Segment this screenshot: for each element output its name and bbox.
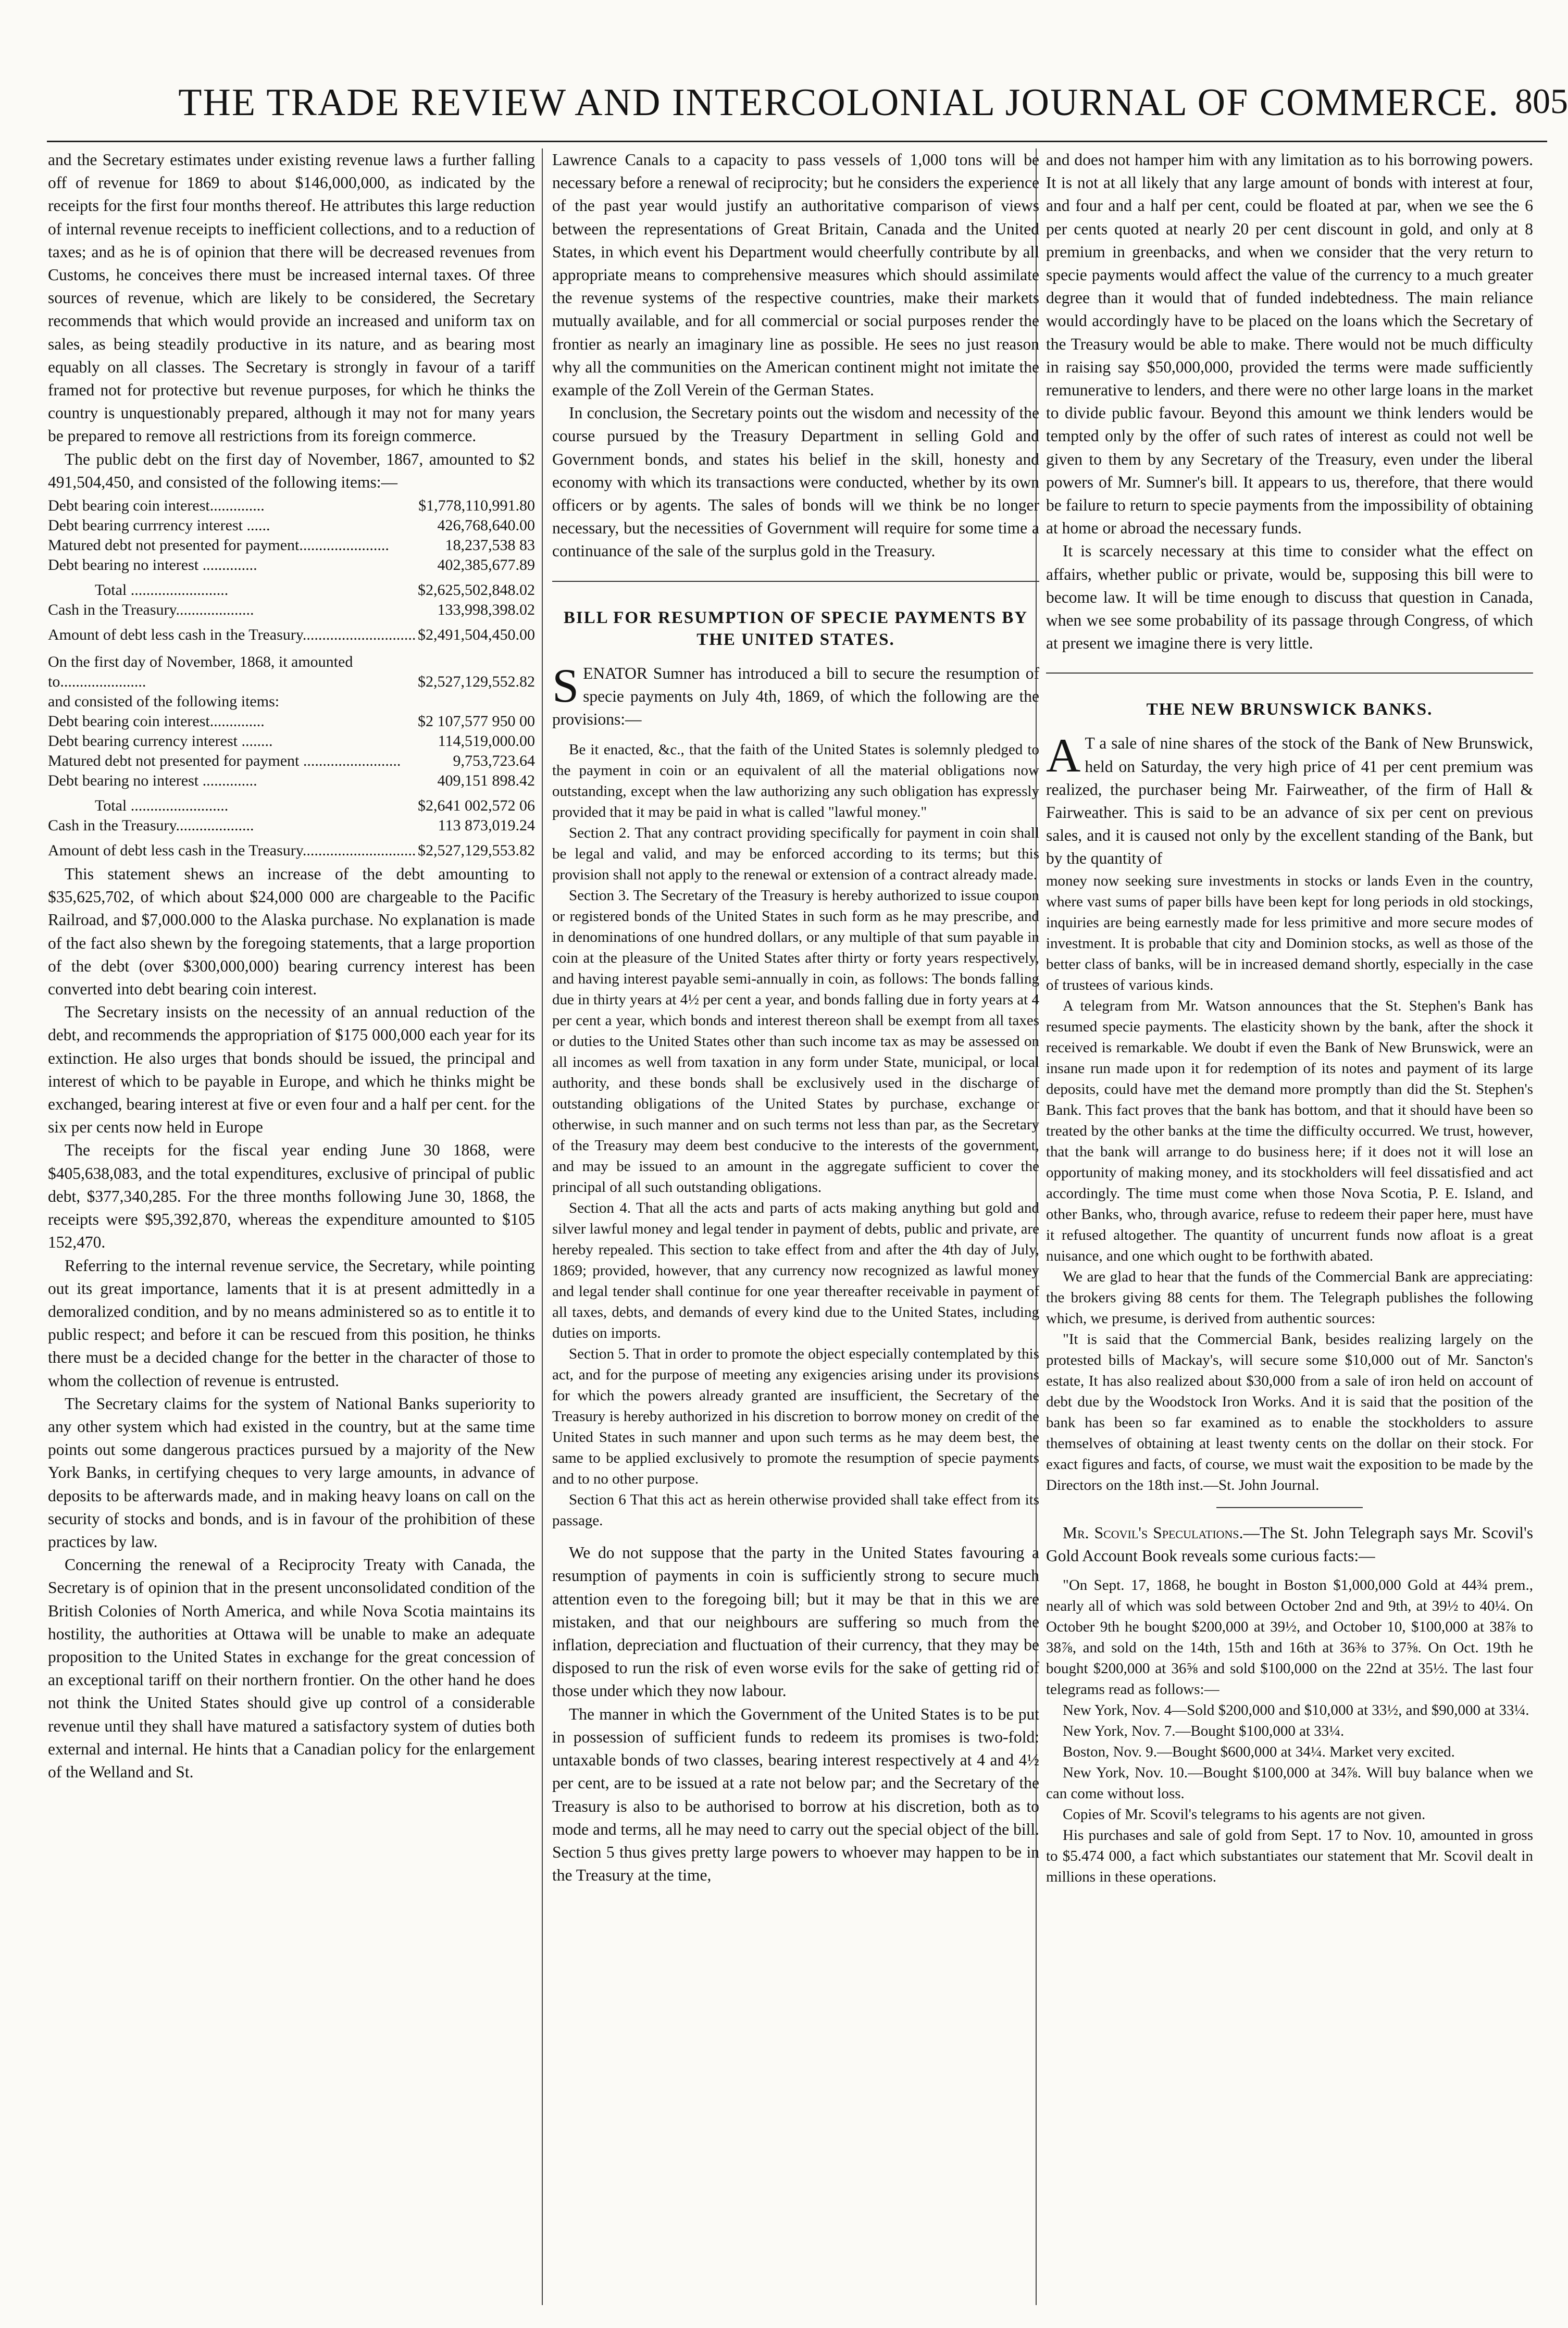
paragraph: It is scarcely necessary at this time to consider what the effect on affairs, whether public or private, would be, supposing this bill were to become law. It will be time enough to discuss that question in Canada, when we see some probability of its passage through Congress, of which at present we imagine there is very little.	[1046, 542, 1533, 653]
bill-section: Section 4. That all the acts and parts of acts making anything but gold and silver lawful money and legal tender in payment of debts, public and private, are hereby repealed. This section to take effect from and after the 4th day of July, 1869; provided, however, that any currency now recognized as lawful money and legal tender shall continue for one year thereafter receivable in payment of all taxes, debts, and demands of every kind due to the United States, including duties on imports.	[552, 1200, 1039, 1342]
debt-statement-1868	[48, 652, 535, 861]
header-rule	[47, 141, 1547, 142]
journal-title: THE TRADE REVIEW AND INTERCOLONIAL JOURNAL OF COMMERCE.	[178, 81, 1499, 124]
scovil-intro: —The St. John Telegraph says Mr. Scovil's Gold Account Book reveals some curious facts:—	[1046, 1523, 1533, 1565]
table-row	[48, 692, 535, 712]
total-label: Total .........................	[95, 581, 229, 599]
paragraph: His purchases and sale of gold from Sept. 17 to Nov. 10, amounted in gross to $5.474 000, a fact which substantiates our statement that Mr. Scovil dealt in millions in these operations.	[1046, 1827, 1533, 1886]
cash-amount: 133,998,398.02	[437, 601, 535, 619]
bill-section: Section 2. That any contract providing specifically for payment in coin shall be legal and valid, and may be enforced according to its terms; but this provision shall not apply to the renewal or extension of a contract already made.	[552, 825, 1039, 883]
paragraph: and the Secretary estimates under existing revenue laws a further falling off of revenue for 1869 to about $146,000,000, as indicated by the receipts for the first four months thereof. He attributes this large reduction of internal revenue receipts to inefficient collections, and to a reduction of taxes; and as he is of opinion that there will be decreased revenues from Customs, he conceives there must be increased internal taxes. Of three sources of revenue, which are likely to be considered, the Secretary recommends that which would provide an increased and uniform tax on sales, as being steadily productive in its nature, and as bearing most equably on all classes. The Secretary is strongly in favour of a tariff framed not for protective but revenue purposes, for which he thinks the country is unquestionably prepared, although it may not for many years be prepared to remove all restrictions from its foreign commerce.	[48, 151, 535, 445]
article-intro	[552, 658, 1039, 731]
row-amount: $2 107,577 950 00	[418, 713, 535, 730]
paragraph: and does not hamper him with any limitation as to his borrowing powers. It is not at all likely that any large amount of bonds with interest at four, and four and a half per cent, could be floated at par, when we see the 6 per cents quoted at nearly 20 per cent discount in gold, and only at 8 premium in greenbacks, and when we consider that the very return to specie payments would affect the value of the currency to a much greater degree than it would that of funded indebtedness. The main reliance would accordingly have to be placed on the loans which the Secretary of the Treasury would be able to make. There would not be much difficulty in raising say $50,000,000, provided the terms were made sufficiently remunerative to lenders, and there were no other large loans in the market to divide public favour. Beyond this amount we think lenders would be tempted only by the offer of such rates of interest as could not well be given to them by any Secretary of the Treasury, even under the liberal powers of Mr. Sumner's bill. It appears to us, therefore, that there would be failure to return to specie payments from the impossibility of obtaining at home or abroad the necessary funds.	[1046, 151, 1533, 538]
total-amount: $2,641 002,572 06	[418, 797, 535, 815]
paragraph: In conclusion, the Secretary points out the wisdom and necessity of the course pursued by the Treasury Department in selling Gold and Government bonds, and states his belief in the skill, honesty and economy with which its transactions were conducted, whether by its own officers or by agents. The sales of bonds will we think be no longer necessary, but the necessities of Government will require for some time a continuance of the sale of the surplus gold in the Treasury.	[552, 404, 1039, 561]
row-label: Debt bearing coin interest..............	[48, 713, 265, 730]
bill-text	[552, 739, 1039, 1531]
paragraph: The Secretary claims for the system of National Banks superiority to any other system which had existed in the country, but at the same time points out some dangerous practices pursued by a majority of the New York Banks, in certifying cheques to very large amounts, in advance of deposits to be afterwards made, and in making heavy loans on call on the security of stocks and bonds, and is in favour of the prohibition of these practices by law.	[48, 1394, 535, 1551]
table-row	[48, 536, 535, 555]
table-row	[48, 575, 535, 600]
row-amount: 402,385,677.89	[437, 556, 535, 574]
row-label: Matured debt not presented for payment .........................	[48, 752, 401, 770]
row-label: Debt bearing currrency interest ......	[48, 517, 270, 534]
net-amount: $2,527,129,553.82	[418, 842, 535, 860]
section-rule	[1046, 673, 1533, 674]
table-row	[48, 791, 535, 816]
scovil-quote	[1046, 1575, 1533, 1887]
short-rule	[1216, 1507, 1363, 1508]
row-amount: $1,778,110,991.80	[418, 497, 535, 515]
column-separator-1	[542, 148, 543, 2305]
cash-label: Cash in the Treasury....................	[48, 817, 254, 835]
row-label: Debt bearing coin interest..............	[48, 497, 265, 515]
debt-statement-1867	[48, 496, 535, 645]
page-number: 805	[1515, 81, 1568, 121]
table-row	[48, 496, 535, 516]
row-label: Debt bearing no interest ..............	[48, 556, 257, 574]
article-heading: THE NEW BRUNSWICK BANKS.	[1146, 700, 1433, 719]
telegram-line: Boston, Nov. 9.—Bought $600,000 at 34¼. Market very excited.	[1063, 1744, 1455, 1761]
paragraph: Copies of Mr. Scovil's telegrams to his agents are not given.	[1063, 1806, 1426, 1823]
article-heading: BILL FOR RESUMPTION OF SPECIE PAYMENTS BY THE UNITED STATES.	[563, 608, 1028, 649]
row-label: Debt bearing no interest ..............	[48, 772, 257, 790]
paragraph: Lawrence Canals to a capacity to pass vessels of 1,000 tons will be necessary before a renewal of reciprocity; but he considers the experience of the past year would justify an authoritative comparison of views between the representations of Great Britain, Canada and the United States, in which event his Department would cheerfully contribute by all appropriate means to comprehensive measures which should assimilate the revenue systems of the respective countries, make their markets mutually available, and for all commercial or social purposes render the frontier as nearly an imaginary line as possible. He sees no just reason why all the communities on the American continent might not imitate the example of the Zoll Verein of the German States.	[552, 151, 1039, 400]
quoted-paragraph: "On Sept. 17, 1868, he bought in Boston $1,000,000 Gold at 44¾ prem., nearly all of which was sold between October 2nd and 9th, at 39½ to 40¼. On October 9th he bought $200,000 at 39½, and October 10, $100,000 at 38⅞ to 38⅞, and sold on the 14th, 15th and 16th at 36⅜ to 37⅝. On Oct. 19th he bought $200,000 at 36⅝ and sold $100,000 on the 22nd at 35½. The last four telegrams read as follows:—	[1046, 1577, 1533, 1698]
net-label: Amount of debt less cash in the Treasury.............................	[48, 626, 416, 644]
bill-section: Be it enacted, &c., that the faith of the United States is solemnly pledged to the payment in coin or an equivalent of all the material obligations now outstanding, except when the law authorizing any such obligation has expressly provided that it may be paid in what is called "lawful money."	[552, 741, 1039, 821]
table-row	[48, 731, 535, 751]
column-2	[552, 148, 1039, 2310]
page-header	[172, 81, 1568, 143]
quoted-paragraph: "It is said that the Commercial Bank, besides realizing largely on the protested bills of Mackay's, will secure some $10,000 out of Mr. Sancton's estate, It has also realized about $30,000 from a sale of iron held on account of debt due by the Woodstock Iron Works. And it is said that the position of the bank has been so far examined as to enable the stockholders to assure themselves of obtaining at least twenty cents on the dollar on their stock. For exact figures and facts, of course, we must wait the exposition to be made by the Directors on the 18th inst.—St. John Journal.	[1046, 1330, 1533, 1493]
paragraph: money now seeking sure investments in stocks or lands Even in the country, where vast sums of paper bills have been kept for long periods in old stockings, inquiries are being earnestly made for less primitive and more secure modes of investment. It is probable that city and Dominion stocks, as well as those of the better class of banks, will be in increased demand shortly, especially in the case of trustees of various kinds.	[1046, 872, 1533, 993]
row-amount: $2,527,129,552.82	[418, 673, 535, 691]
intro-text: T a sale of nine shares of the stock of the Bank of New Brunswick, held on Saturday, the very high price of 41 per cent premium was realized, the purchaser being Mr. Fairweather, of the firm of Hall & Fairweather. This is said to be an advance of six per cent on previous sales, and it is caused not only by the excellent standing of the Bank, but by the quantity of	[1046, 734, 1533, 868]
paragraph: We do not suppose that the party in the United States favouring a resumption of payments in coin is sufficiently strong to secure much attention even to the foregoing bill; but it may be that in this we are mistaken, and that our neighbours are suffering so much from the inflation, depreciation and fluctuation of their currency, that they may be disposed to run the risk of even worse evils for the sake of getting rid of those under which they now labour.	[552, 1543, 1039, 1700]
table-row	[48, 712, 535, 731]
row-label: On the first day of November, 1868, it amounted to......................	[48, 653, 353, 691]
row-label: Debt bearing currency interest ........	[48, 732, 273, 750]
scovil-heading: Mr. Scovil's Speculations.	[1063, 1523, 1243, 1542]
table-row	[48, 516, 535, 536]
table-row	[48, 652, 535, 692]
row-label: and consisted of the following items:	[48, 693, 280, 711]
drop-cap: S	[552, 658, 579, 712]
article-intro	[1046, 729, 1533, 870]
paragraph: The receipts for the fiscal year ending June 30 1868, were $405,638,083, and the total expenditures, exclusive of principal of public debt, $377,340,285. For the three months following June 30, 1868, the receipts were $95,392,870, whereas the expenditure amounted to $105 152,470.	[48, 1141, 535, 1252]
total-amount: $2,625,502,848.02	[418, 581, 535, 599]
row-amount: 18,237,538 83	[445, 537, 535, 554]
section-rule	[552, 581, 1039, 582]
bill-section: Section 3. The Secretary of the Treasury is hereby authorized to issue coupon or registered bonds of the United States in such form as he may prescribe, and in denominations of one hundred dollars, or any multiple of that sum payable in coin at the pleasure of the United States after thirty or forty years respectively, and having interest payable semi-annually in coin, as follows: The bonds falling due in thirty years at 4½ per cent a year, and bonds falling due in forty years at 4 per cent a year, which bonds and interest thereon shall be exempt from all taxes or duties to the United States other than such income tax as may be assessed on all incomes as well from taxation in any form under State, municipal, or local authority, and these bonds shall be exclusively used in the discharge of outstanding obligations of the United States by purchase, exchange or otherwise, in such manner and on such terms not less than par, as the Secretary of the Treasury may deem best conducive to the interests of the government, and may be issued to an amount in the aggregate sufficient to cover the principal of all such outstanding obligations.	[552, 887, 1039, 1196]
table-row	[48, 771, 535, 791]
paragraph: The manner in which the Government of the United States is to be put in possession of sufficient funds to redeem its promises is two-fold: untaxable bonds of two classes, bearing interest respectively at 4 and 4½ per cent, are to be issued at a rate not below par; and the Secretary of the Treasury is also to be authorised to borrow at his discretion, both as to mode and terms, all he may need to carry out the special object of the bill. Section 5 thus gives pretty large powers to whoever may happen to be in the Treasury at the time,	[552, 1704, 1039, 1885]
intro-text: ENATOR Sumner has introduced a bill to secure the resumption of specie payments on July 4th, 1869, of which the following are the provisions:—	[552, 664, 1039, 729]
paragraph: The Secretary insists on the necessity of an annual reduction of the debt, and recommends the appropriation of $175 000,000 each year for its extinction. He also urges that bonds should be issued, the principal and interest of which to be payable in Europe, and which he thinks might be exchanged, bearing interest at five or even four and a half per cent. for the six per cents now held in Europe	[48, 1003, 535, 1137]
paragraph: The public debt on the first day of November, 1867, amounted to $2 491,504,450, and consisted of the following items:—	[48, 450, 535, 491]
net-label: Amount of debt less cash in the Treasury.............................	[48, 842, 416, 860]
row-amount: 426,768,640.00	[437, 517, 535, 534]
column-3	[1046, 148, 1533, 2310]
bill-section: Section 5. That in order to promote the object especially contemplated by this act, and for the purpose of meeting any exigencies arising under its provisions for which the powers already granted are insufficient, the Secretary of the Treasury is hereby authorized in his discretion to borrow money on credit of the United States in such manner and upon such terms as he may deem best, the same to be applied exclusively to promote the resumption of specie payments and to no other purpose.	[552, 1346, 1039, 1488]
row-amount: 409,151 898.42	[437, 772, 535, 790]
drop-cap: A	[1046, 729, 1081, 782]
net-amount: $2,491,504,450.00	[418, 626, 535, 644]
paragraph: This statement shews an increase of the debt amounting to $35,625,702, of which about $24,000 000 are chargeable to the Pacific Railroad, and $7,000.000 to the Alaska purchase. No explanation is made of the fact also shewn by the foregoing statements, that a large proportion of the debt (over $300,000,000) bearing currency interest has been converted into debt bearing coin interest.	[48, 865, 535, 999]
row-amount: 114,519,000.00	[438, 732, 535, 750]
table-row	[48, 816, 535, 836]
bill-section: Section 6 That this act as herein otherwise provided shall take effect from its passage.	[552, 1491, 1039, 1529]
table-row	[48, 600, 535, 620]
paragraph: Referring to the internal revenue service, the Secretary, while pointing out its great importance, laments that it is at present admittedly in a demoralized condition, and by no means administered so as to entitle it to public respect; and before it can be rescued from this position, he thinks there must be a decided change for the better in the character of those to whom the collection of revenue is entrusted.	[48, 1256, 535, 1390]
table-row	[48, 836, 535, 861]
telegram-line: New York, Nov. 7.—Bought $100,000 at 33¼.	[1063, 1723, 1345, 1740]
cash-label: Cash in the Treasury....................	[48, 601, 254, 619]
total-label: Total .........................	[95, 797, 229, 815]
telegram-line: New York, Nov. 10.—Bought $100,000 at 34⅞. Will buy balance when we can come without loss.	[1046, 1764, 1533, 1802]
table-row	[48, 620, 535, 645]
row-amount: 9,753,723.64	[453, 752, 535, 770]
row-label: Matured debt not presented for payment.......................	[48, 537, 389, 554]
banks-article-body	[1046, 870, 1533, 1496]
paragraph: Concerning the renewal of a Reciprocity Treaty with Canada, the Secretary is of opinion that in the present unconsolidated condition of the British Colonies of North America, and while Nova Scotia maintains its hostility, the authorities at Ottawa will be unable to make an adequate proposition to the United States in exchange for the great concession of an exceptional tariff on their northern frontier. On the other hand he does not think the United States should give up control of a considerable revenue until they shall have matured a satisfactory system of duties both external and internal. He hints that a Canadian policy for the enlargement of the Welland and St.	[48, 1555, 535, 1781]
table-row	[48, 555, 535, 575]
table-row	[48, 751, 535, 771]
cash-amount: 113 873,019.24	[438, 817, 535, 835]
telegram-line: New York, Nov. 4—Sold $200,000 and $10,000 at 33½, and $90,000 at 33¼.	[1063, 1702, 1529, 1719]
paragraph: A telegram from Mr. Watson announces that the St. Stephen's Bank has resumed specie payments. The elasticity shown by the bank, after the shock it received is remarkable. We doubt if even the Bank of New Brunswick, were an insane run made upon it for redemption of its notes and payment of its large deposits, could have met the demand more promptly than did the St. Stephen's Bank. This fact proves that the bank has bottom, and that it should have been so treated by the other banks at the time the difficulty occurred. We trust, however, that the bank will arrange to do business here; if it does not it will lose an opportunity of making money, and its stockholders will feel dissatisfied and act accordingly. The time must come when those Nova Scotia, P. E. Island, and other Banks, who, through avarice, refuse to redeem their paper here, must have it refused altogether. The quantity of uncurrent funds now afloat is a great nuisance, and one which ought to be forthwith abated.	[1046, 997, 1533, 1264]
paragraph	[1046, 1522, 1533, 1567]
paragraph: We are glad to hear that the funds of the Commercial Bank are appreciating: the brokers giving 88 cents for them. The Telegraph publishes the following which, we presume, is derived from authentic sources:	[1046, 1268, 1533, 1327]
column-1	[48, 148, 535, 2310]
